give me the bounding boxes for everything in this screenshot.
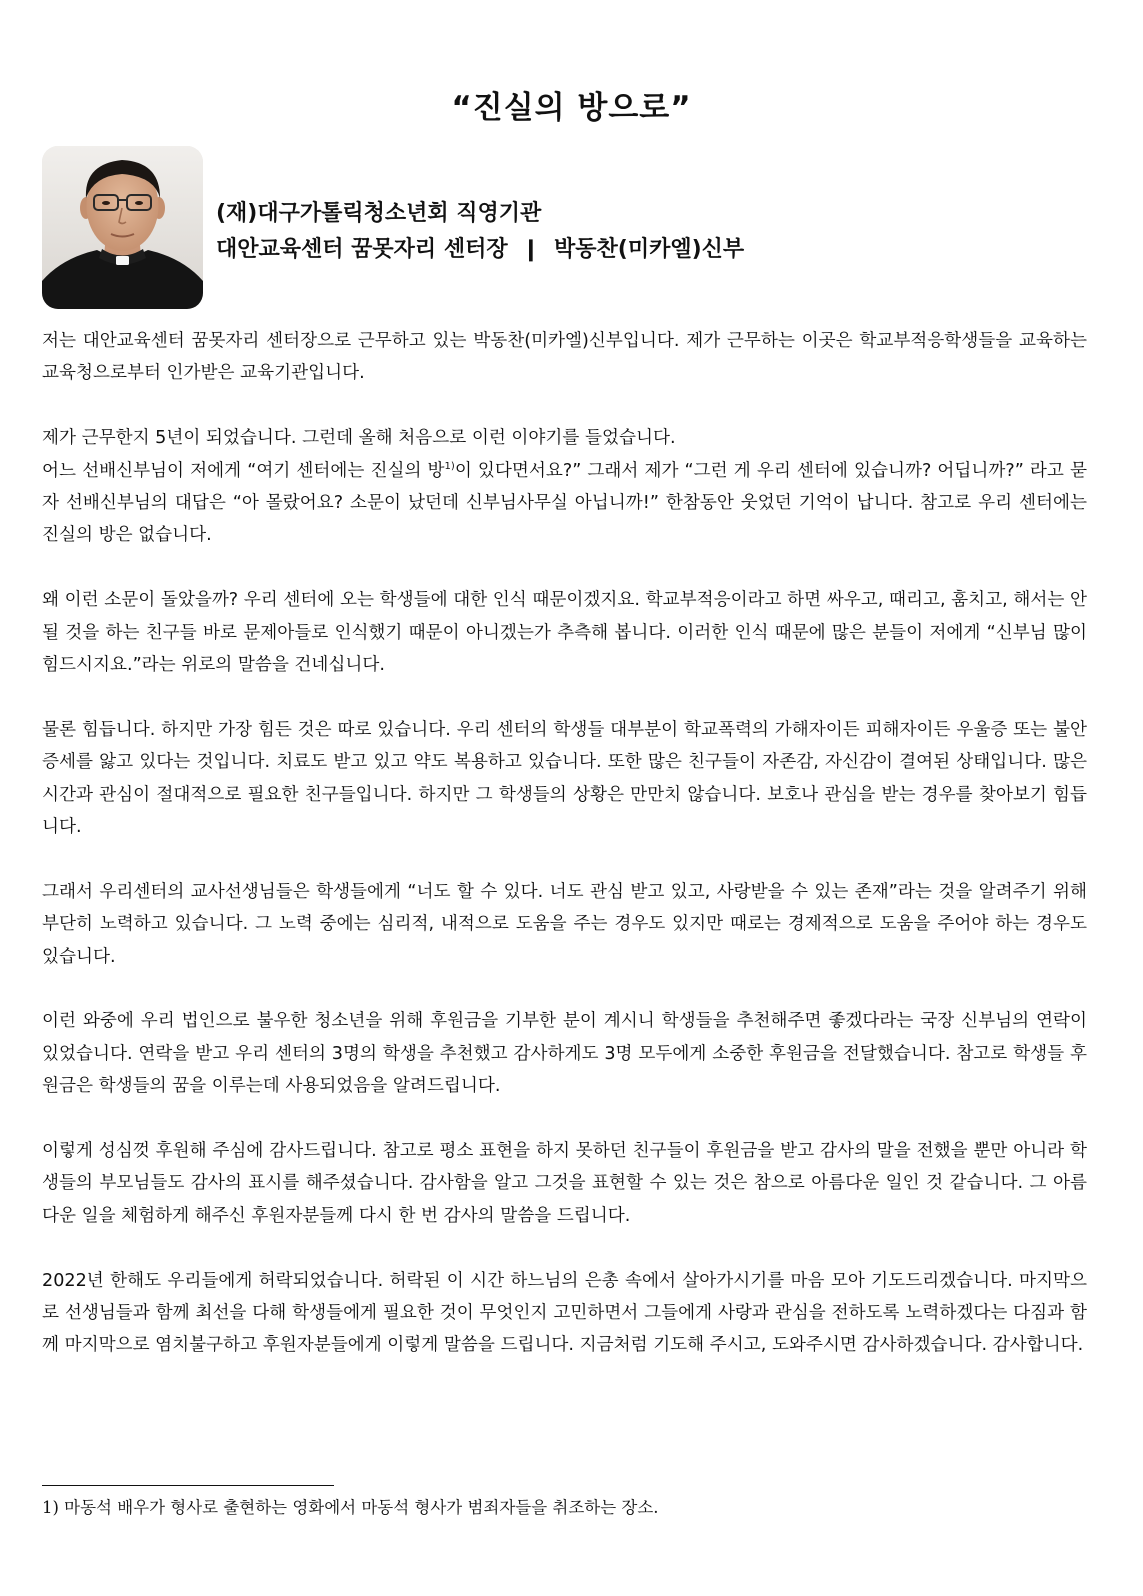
author-title-line — [216, 232, 744, 268]
paragraph-1: 저는 대안교육센터 꿈못자리 센터장으로 근무하고 있는 박동찬(미카엘)신부입니다. 제가 근무하는 이곳은 학교부적응학생들을 교육하는 교육청으로부터 인가받은 교육기관입니다. — [42, 331, 1087, 384]
paragraph-5: 그래서 우리센터의 교사선생님들은 학생들에게 “너도 할 수 있다. 너도 관심 받고 있고, 사랑받을 수 있는 존재”라는 것을 알려주기 위해 부단히 노력하고 있습니다. 그 노력 중에는 심리적, 내적으로 도움을 주는 경우도 있지만 때로는 경제적으로 도움을 주어야 하는 경우도 있습니다. — [42, 881, 1087, 967]
author-org: 대안교육센터 꿈못자리 센터장 — [216, 237, 508, 262]
footnote-reference[interactable]: 1) — [444, 460, 455, 472]
page-title: “진실의 방으로” — [451, 90, 692, 126]
author-affiliation: (재)대구가톨릭청소년회 직영기관 — [216, 201, 542, 226]
paragraph-3: 왜 이런 소문이 돌았을까? 우리 센터에 오는 학생들에 대한 인식 때문이겠지요. 학교부적응이라고 하면 싸우고, 때리고, 훔치고, 해서는 안 될 것을 하는 친구들 바로 문제아들로 인식했기 때문이 아니겠는가 추측해 봅니다. 이러한 인식 때문에 많은 분들이 저에게 “신부님 많이 힘드시지요.”라는 위로의 말씀을 건네십니다. — [42, 590, 1087, 676]
author-name: 박동찬(미카엘)신부 — [554, 237, 745, 262]
portrait-image — [42, 146, 203, 309]
paragraph-2b — [42, 455, 1087, 552]
author-info — [216, 196, 744, 268]
paragraph-4: 물론 힘듭니다. 하지만 가장 힘든 것은 따로 있습니다. 우리 센터의 학생들 대부분이 학교폭력의 가해자이든 피해자이든 우울증 또는 불안증세를 앓고 있다는 것입니다. 치료도 받고 있고 약도 복용하고 있습니다. 또한 많은 친구들이 자존감, 자신감이 결여된 상태입니다. 많은 시간과 관심이 절대적으로 필요한 친구들입니다. 하지만 그 학생들의 상황은 만만치 않습니다. 보호나 관심을 받는 경우를 찾아보기 힘듭니다. — [42, 719, 1087, 838]
paragraph-2b-start: 어느 선배신부님이 저에게 “여기 센터에는 진실의 방 — [42, 460, 445, 481]
paragraph-2a: 제가 근무한지 5년이 되었습니다. 그런데 올해 처음으로 이런 이야기를 들었습니다. — [42, 428, 676, 449]
paragraph-6: 이런 와중에 우리 법인으로 불우한 청소년을 위해 후원금을 기부한 분이 계시니 학생들을 추천해주면 좋겠다라는 국장 신부님의 연락이 있었습니다. 연락을 받고 우리 센터의 3명의 학생을 추천했고 감사하게도 3명 모두에게 소중한 후원금을 전달했습니다. 참고로 학생들 후원금은 학생들의 꿈을 이루는데 사용되었음을 알려드립니다. — [42, 1011, 1087, 1097]
article-body — [42, 325, 1087, 1362]
author-separator: ❙ — [521, 237, 541, 262]
paragraph-7: 이렇게 성심껏 후원해 주심에 감사드립니다. 참고로 평소 표현을 하지 못하던 친구들이 후원금을 받고 감사의 말을 전했을 뿐만 아니라 학생들의 부모님들도 감사의 표시를 해주셨습니다. 감사함을 알고 그것을 표현할 수 있는 것은 참으로 아름다운 일인 것 같습니다. 그 아름다운 일을 체험하게 해주신 후원자분들께 다시 한 번 감사의 말씀을 드립니다. — [42, 1141, 1087, 1226]
footnote: 1) 마동석 배우가 형사로 출현하는 영화에서 마동석 형사가 범죄자들을 취조하는 장소. — [42, 1498, 659, 1517]
footnote-divider — [42, 1485, 334, 1486]
paragraph-8: 2022년 한해도 우리들에게 허락되었습니다. 허락된 이 시간 하느님의 은총 속에서 살아가시기를 마음 모아 기도드리겠습니다. 마지막으로 선생님들과 함께 최선을 다해 학생들에게 필요한 것이 무엇인지 고민하면서 그들에게 사랑과 관심을 전하도록 노력하겠다는 다짐과 함께 마지막으로 염치불구하고 후원자분들에게 이렇게 말씀을 드립니다. 지금처럼 기도해 주시고, 도와주시면 감사하겠습니다. 감사합니다. — [42, 1270, 1087, 1356]
author-photo — [42, 146, 203, 309]
paragraph-2b-end: 이 있다면서요?” 그래서 제가 “그런 게 우리 센터에 있습니까? 어딥니까?” 라고 묻자 선배신부님의 대답은 “아 몰랐어요? 소문이 났던데 신부님사무실 아닙니까!” 한참동안 웃었던 기억이 납니다. 참고로 우리 센터에는 진실의 방은 없습니다. — [42, 460, 1087, 546]
